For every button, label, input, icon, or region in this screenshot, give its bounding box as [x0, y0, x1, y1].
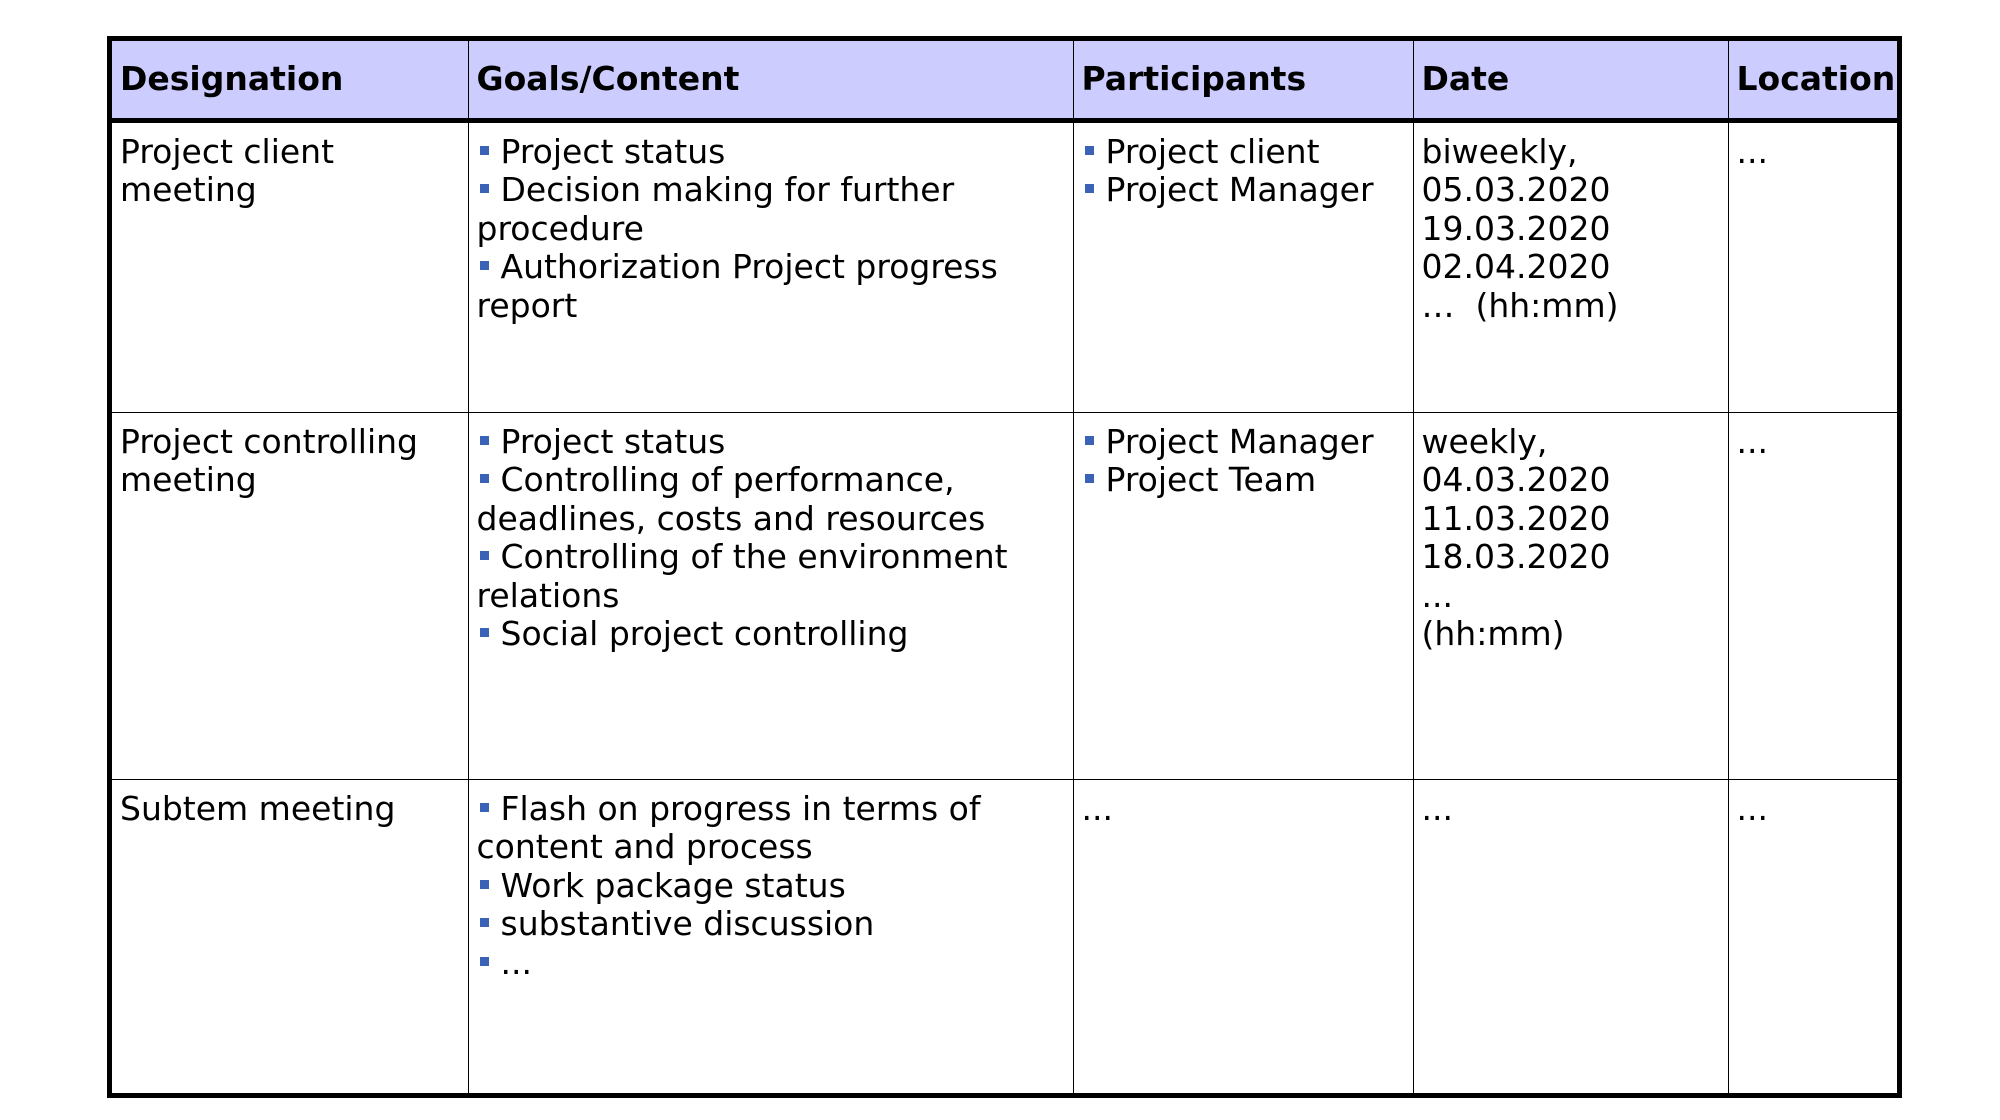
- meetings-table: [112, 41, 1897, 1098]
- header-location: Location: [1728, 41, 1897, 120]
- goal-text: Project status: [500, 421, 726, 461]
- cell-designation: Subtem meeting: [112, 779, 468, 1098]
- participant-text: Project Manager: [1105, 421, 1374, 461]
- cell-designation: Project client meeting: [112, 120, 468, 412]
- table-row: [112, 412, 1897, 779]
- goal-text: ...: [500, 942, 532, 982]
- date-line: 18.03.2020: [1421, 537, 1611, 576]
- list-item: [477, 133, 1066, 172]
- list-item: [477, 615, 1066, 654]
- date-line: 05.03.2020: [1421, 170, 1611, 209]
- goals-list: [477, 133, 1066, 326]
- cell-date: [1413, 412, 1728, 779]
- header-date: Date: [1413, 41, 1728, 120]
- square-bullet-icon: [480, 474, 489, 483]
- participants-list: [1082, 133, 1406, 210]
- date-lines: [1422, 133, 1721, 326]
- list-item: [477, 171, 1066, 248]
- date-line: biweekly,: [1421, 131, 1578, 171]
- cell-designation: Project controlling meeting: [112, 412, 468, 779]
- meetings-table-frame: [107, 36, 1902, 1098]
- cell-participants: ...: [1073, 779, 1413, 1098]
- cell-location: ...: [1728, 779, 1897, 1098]
- list-item: [1082, 461, 1406, 500]
- header-designation: Designation: [112, 41, 468, 120]
- goal-text: Decision making for further procedure: [476, 170, 955, 248]
- list-item: [477, 790, 1066, 867]
- cell-goals: [468, 412, 1073, 779]
- goal-text: substantive discussion: [500, 904, 875, 943]
- participant-text: Project client: [1105, 131, 1320, 171]
- cell-participants: [1073, 120, 1413, 412]
- list-item: [1082, 171, 1406, 210]
- date-line: 11.03.2020: [1421, 498, 1611, 538]
- date-line: ...: [1421, 575, 1453, 615]
- cell-goals: [468, 120, 1073, 412]
- goal-text: Social project controlling: [500, 614, 909, 653]
- goal-text: Project status: [500, 131, 726, 171]
- square-bullet-icon: [480, 146, 489, 155]
- date-line: 04.03.2020: [1421, 460, 1611, 499]
- square-bullet-icon: [480, 436, 489, 445]
- date-line: 19.03.2020: [1421, 208, 1611, 248]
- cell-location: ...: [1728, 412, 1897, 779]
- date-line: weekly,: [1421, 421, 1548, 461]
- square-bullet-icon: [480, 918, 489, 927]
- square-bullet-icon: [1085, 184, 1094, 193]
- table-row: [112, 120, 1897, 412]
- goal-text: Work package status: [500, 865, 846, 905]
- square-bullet-icon: [480, 880, 489, 889]
- cell-location: ...: [1728, 120, 1897, 412]
- square-bullet-icon: [480, 261, 489, 270]
- participant-text: Project Team: [1105, 460, 1317, 499]
- square-bullet-icon: [480, 628, 489, 637]
- cell-date: ...: [1413, 779, 1728, 1098]
- list-item: [477, 538, 1066, 615]
- square-bullet-icon: [480, 803, 489, 812]
- goal-text: Controlling of performance, deadlines, costs and resources: [476, 460, 986, 538]
- list-item: [477, 423, 1066, 462]
- square-bullet-icon: [1085, 474, 1094, 483]
- participant-text: Project Manager: [1105, 170, 1374, 209]
- goals-list: [477, 423, 1066, 654]
- date-line: (hh:mm): [1421, 614, 1565, 653]
- square-bullet-icon: [480, 957, 489, 966]
- list-item: [1082, 423, 1406, 462]
- header-goals-content: Goals/Content: [468, 41, 1073, 120]
- cell-participants: [1073, 412, 1413, 779]
- cell-goals: [468, 779, 1073, 1098]
- square-bullet-icon: [1085, 146, 1094, 155]
- date-line: 02.04.2020: [1421, 247, 1611, 286]
- cell-date: [1413, 120, 1728, 412]
- square-bullet-icon: [480, 184, 489, 193]
- list-item: [477, 461, 1066, 538]
- list-item: [477, 248, 1066, 325]
- list-item: [477, 905, 1066, 944]
- square-bullet-icon: [480, 551, 489, 560]
- table-row: [112, 779, 1897, 1098]
- goal-text: Flash on progress in terms of content and process: [476, 788, 981, 866]
- table-header-row: [112, 41, 1897, 120]
- date-line: … (hh:mm): [1421, 285, 1619, 325]
- goals-list: [477, 790, 1066, 983]
- list-item: [1082, 133, 1406, 172]
- header-participants: Participants: [1073, 41, 1413, 120]
- goal-text: Controlling of the environment relations: [476, 537, 1008, 615]
- participants-list: [1082, 423, 1406, 500]
- list-item: [477, 944, 1066, 983]
- date-lines: [1422, 423, 1721, 654]
- list-item: [477, 867, 1066, 906]
- goal-text: Authorization Project progress report: [476, 247, 998, 325]
- square-bullet-icon: [1085, 436, 1094, 445]
